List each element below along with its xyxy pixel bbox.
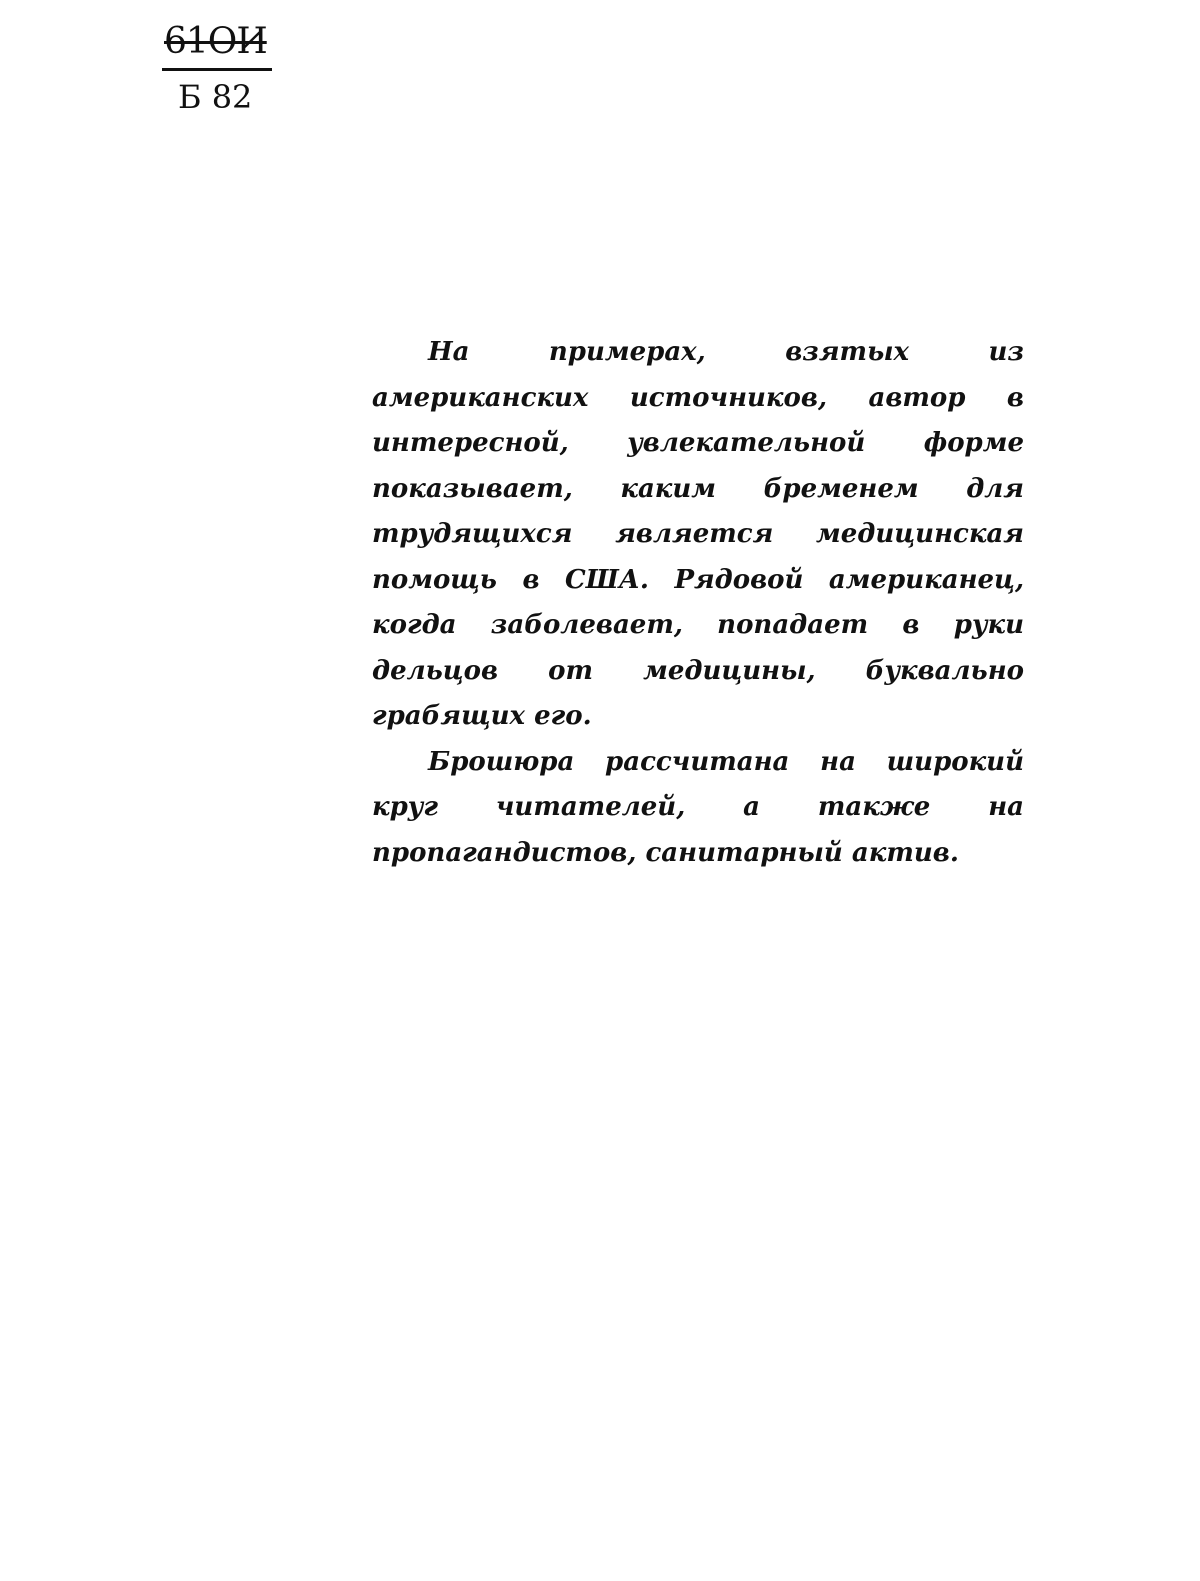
library-classification-mark (162, 22, 274, 115)
author-mark: Б 82 (178, 78, 253, 116)
classification-code-struck: 61ОИ (164, 21, 267, 62)
annotation-paragraph: Брошюра рассчитана на широкий круг читателей, а также на пропагандистов, санитарный актив. (372, 746, 1024, 868)
classification-divider (162, 68, 272, 71)
annotation-text (372, 330, 1024, 876)
annotation-paragraph: На примерах, взятых из американских источников, автор в интересной, увлекательной форме показывает, каким бременем для трудящихся является медицинская помощь в США. Рядовой американец, когда заболевает, попадает в руки дельцов от медицины, буквально грабящих его. (372, 337, 1024, 731)
